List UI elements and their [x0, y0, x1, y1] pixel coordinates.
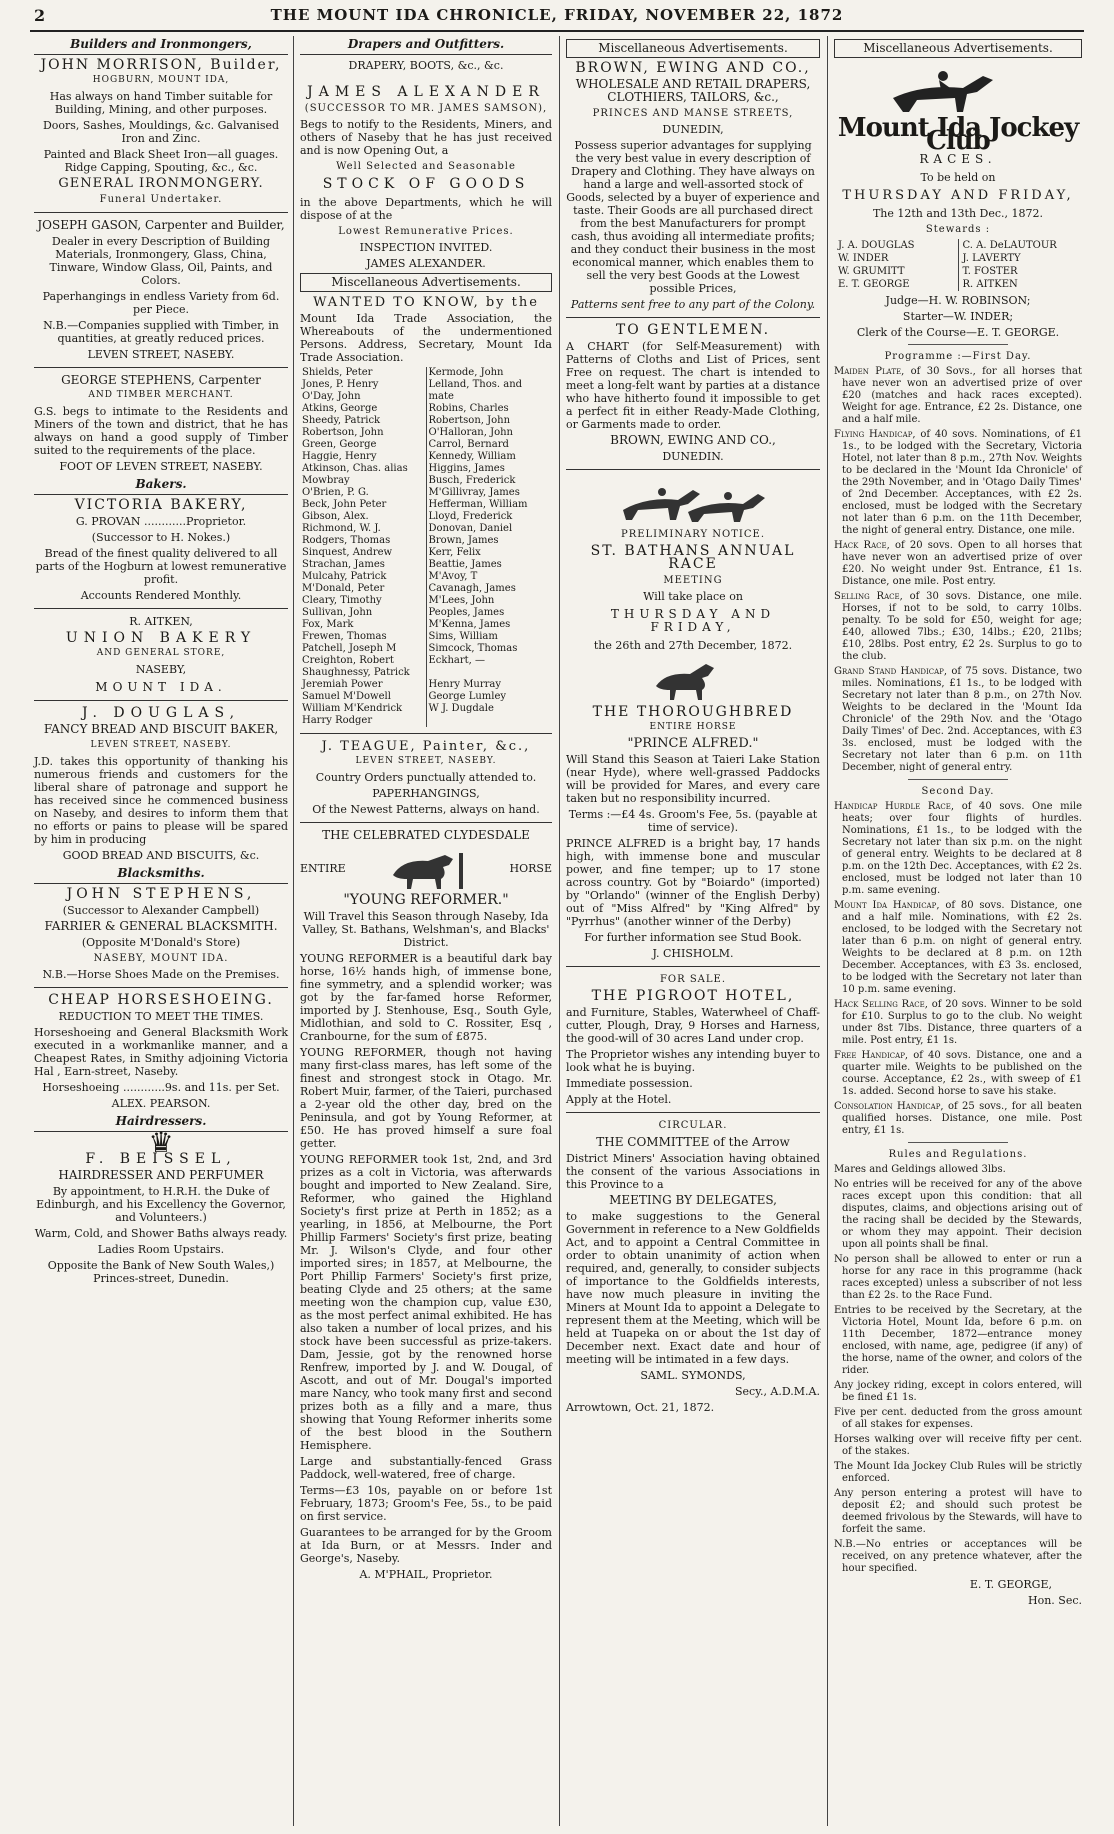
race-event: Hack Race, of 20 sovs. Open to all horses that have never won an advertised prize of over £20. No weight under 9st. Entrance, £1 1s. Distance, one mile. Post entry. — [834, 540, 1082, 587]
race-event: Selling Race, of 30 sovs. Distance, one mile. Horses, if not to be sold, to carry 10lbs. penalty. To be sold for £50, weight for age; £40, allowed 7lbs.; £30, 14lbs.; £20, 21lbs; £10, 28lbs. Post entry, £2 2s. Surplus to go to the club. — [834, 591, 1083, 662]
rules-list — [834, 1164, 1082, 1575]
ad-text: PRINCE ALFRED is a bright bay, 17 hands high, with immense bone and muscular power, and fine temper; up to 17 stone across country. Got by "Boiardo" (imported) by "Orlando" (winner of the English Derby) out of "Miss Alfred" by "King Alfred" by "Pyrrhus" (another winner of the Derby) — [566, 837, 820, 928]
list-item: Lelland, Thos. and mate — [428, 379, 523, 402]
list-item: Richmond, W. J. — [302, 523, 381, 534]
race-event: Flying Handicap, of 40 sovs. Nominations, of £1 1s., to be lodged with the Secretary, Victoria Hotel, not later than 8 p.m., 27th Nov. Weights to be declared in the 'Mount Ida Chronicle' of the 29th November, and in 'Otago Daily Times' of 2nd December. Acceptances, with £2 2s. enclosed, must be lodged with the Secretary not later than 6 p.m. on the 11th December, the night of general entry. Distance, one mile. — [834, 429, 1082, 536]
list-item: Cavanagh, James — [428, 583, 516, 594]
events-day-2 — [834, 801, 1082, 1137]
ad-address: HOGBURN, MOUNT IDA, — [92, 75, 230, 85]
rule-item: Entries to be received by the Secretary, at the Victoria Hotel, Mount Ida, before 6 p.m. on 11th December, 1872—entrance money enclosed, with name, age, pedigree (if any) of the horse, name of the owner, and colors of the rider. — [834, 1305, 1082, 1376]
ad-cheap-horseshoeing — [34, 994, 288, 1110]
ad-text: YOUNG REFORMER took 1st, 2nd, and 3rd prizes as a colt in Victoria, was afterwards bought and imported to New Zealand. Sire, Reformer, who gained the Highland Society's first prize at Perth in 1852; as a yearling, in 1856, at Melbourne, the Port Phillip Farmers' Society's first prize, beating Mr. J. Wilson's Clyde, and four other imported sires; in 1857, at Melbourne, the Port Phillip Farmers' Society's first prize, beating Clyde and 25 others; at the same meeting won the champion cup, value £30, as the most perfect animal exhibited. He has also taken a number of local prizes, and his stock have been successful as prize-takers. Dam, Jessie, got by the renowned horse Renfrew, imported by J. and W. Dougal, of Ascott, and out of Mr. Dougal's imported mare Nancy, who took many first and second prizes both as a filly and a mare, thus showing that Young Reformer inherits some of the best blood in the Southern Hemisphere. — [300, 1153, 552, 1452]
list-item: Carrol, Bernard — [428, 439, 509, 450]
ad-text: YOUNG REFORMER is a beautiful dark bay horse, 16½ hands high, of immense bone, fine symmetry, and a splendid worker; was got by the far-famed horse Reformer, imported by J. Stenhouse, Esq., South Gyle, Midlothian, and sold to C. Rossiter, Esq , Cranbourne, for the sum of £875. — [300, 952, 552, 1043]
ad-title: J. TEAGUE, Painter, &c., — [321, 739, 531, 754]
ad-text: Terms—£3 10s, payable on or before 1st February, 1873; Groom's Fee, 5s., to be paid on first service. — [300, 1484, 552, 1523]
ad-title: F. BEISSEL, — [85, 1151, 237, 1167]
ad-text: DUNEDIN, — [662, 123, 724, 136]
list-item: R. AITKEN — [962, 279, 1018, 290]
draught-horse-icon — [383, 845, 473, 891]
race-event: Consolation Handicap, of 25 sovs., for all beaten qualified horses. Distance, one mile. Post entry, £1 1s. — [834, 1101, 1082, 1136]
list-item: Simcock, Thomas — [428, 643, 518, 654]
ad-text: (Successor to H. Nokes.) — [91, 531, 231, 544]
list-item: Kerr, Felix — [428, 547, 481, 558]
list-item: Creighton, Robert — [302, 655, 394, 666]
horse-icon — [648, 656, 738, 702]
ad-st-bathans — [566, 545, 820, 652]
list-item: Green, George — [302, 439, 377, 450]
list-item: J. A. DOUGLAS — [838, 240, 915, 251]
column-rule — [293, 36, 294, 1826]
ad-text: Apply at the Hotel. — [566, 1093, 672, 1106]
list-item: Brown, James — [428, 535, 499, 546]
ad-teague — [300, 740, 552, 816]
list-item: Sinquest, Andrew — [302, 547, 393, 558]
section-heading: Miscellaneous Advertisements. — [566, 39, 820, 58]
ad-text: Country Orders punctually attended to. — [315, 771, 537, 784]
ad-text: A CHART (for Self-Measurement) with Patterns of Cloths and List of Prices, sent Free on request. The chart is intended to meet a long-felt want by parties at a distance who have hitherto found it impossible to get a perfect fit in either Ready-Made Clothing, or Garments made to order. — [566, 340, 820, 431]
ad-title: JOHN MORRISON, Builder, — [40, 57, 282, 73]
list-item: O'Brien, P. G. — [302, 487, 369, 498]
ad-title: THE CELEBRATED CLYDESDALE — [322, 828, 530, 842]
ad-alexander — [300, 86, 552, 270]
ad-text: Arrowtown, Oct. 21, 1872. — [566, 1401, 715, 1414]
ad-title: "YOUNG REFORMER." — [343, 892, 509, 908]
ad-text: (Opposite M'Donald's Store) — [81, 936, 241, 949]
list-item: M'Donald, Peter — [302, 583, 385, 594]
ad-text: Funeral Undertaker. — [99, 194, 223, 205]
ad-text: Accounts Rendered Monthly. — [80, 589, 242, 602]
list-item: Kermode, John — [428, 367, 504, 378]
list-item: E. T. GEORGE — [838, 279, 910, 290]
ad-text: YOUNG REFORMER, though not having many first-class mares, has left some of the finest and strongest stock in Otago. Mr. Robert Muir, farmer, of the Taieri, purchased a 2-year old the other day, bred on the Peninsula, and got by Young Reformer, at £50. He has proved himself a sure foal getter. — [300, 1046, 552, 1150]
ad-beissel — [34, 1126, 288, 1285]
rule-item: Any person entering a protest will have to deposit £2; and should such protest be deemed frivolous by the Stewards, will have to forfeit the same. — [834, 1488, 1082, 1535]
list-item: Haggie, Henry — [302, 451, 377, 462]
ad-text: GENERAL IRONMONGERY. — [58, 176, 264, 191]
ad-text: G. PROVAN ............Proprietor. — [75, 515, 247, 528]
top-rule — [30, 30, 1084, 32]
ad-text: (Successor to Alexander Campbell) — [62, 904, 260, 917]
ad-text: Bread of the finest quality delivered to all parts of the Hogburn at lowest remunerative profit. — [35, 547, 287, 586]
ad-title: VICTORIA BAKERY, — [74, 497, 248, 513]
names-right — [427, 367, 553, 727]
ad-text: Horseshoeing and General Blacksmith Work executed in a workmanlike manner, and a Cheapest Rates, in Smithy adjoining Victoria Hal , Earn-street, Naseby. — [34, 1026, 288, 1078]
ad-text: GOOD BREAD AND BISCUITS, &c. — [62, 849, 260, 862]
club-title: Mount Ida Jockey Club — [837, 113, 1079, 156]
ad-title: ST. BATHANS ANNUAL RACE — [590, 543, 796, 572]
ad-text: BROWN, EWING AND CO., — [610, 433, 776, 447]
ad-title: TO GENTLEMEN. — [615, 322, 771, 338]
ad-title: GEORGE STEPHENS, Carpenter — [61, 373, 261, 387]
ad-text: Of the Newest Patterns, always on hand. — [312, 803, 540, 816]
column-2 — [296, 36, 556, 1826]
ad-text: Starter—W. INDER; — [902, 310, 1014, 323]
events-day-1 — [834, 366, 1082, 774]
divider — [300, 822, 552, 823]
ad-text: Will take place on — [643, 590, 743, 603]
list-item: Peoples, James — [428, 607, 505, 618]
divider — [34, 987, 288, 988]
divider — [34, 212, 288, 213]
ad-text: G.S. begs to intimate to the Residents and Miners of the town and district, that he has always on hand a good supply of Timber suited to the requirements of the place. — [34, 405, 288, 457]
ad-young-reformer — [300, 829, 552, 1581]
ad-text: to make suggestions to the General Government in reference to a New Goldfields Act, and to appoint a Central Committee in order to obtain unanimity of action when required, and, generally, to consider subjects of importance to the Goldfields interests, have now much pleasure in inviting the Miners at Mount Ida to appoint a Delegate to represent them at the Meeting, which will be held at Tuapeka on or about the 1st day of December next. Exact date and hour of meeting will be intimated in a few days. — [566, 1210, 820, 1366]
ad-title: THE THOROUGHBRED — [592, 704, 794, 720]
column-rule — [827, 36, 828, 1826]
list-item: Hefferman, William — [428, 499, 528, 510]
divider — [300, 733, 552, 734]
stewards-right — [958, 239, 1083, 291]
list-item — [429, 667, 551, 679]
race-event-name: Maiden Plate, — [834, 366, 911, 377]
list-item: Kennedy, William — [428, 451, 516, 462]
section-heading: Hairdressers. — [34, 1113, 288, 1132]
divider — [566, 1112, 820, 1113]
race-event-name: Selling Race, — [834, 591, 910, 602]
list-item: George Lumley — [428, 691, 507, 702]
rule-item: Mares and Geldings allowed 3lbs. — [834, 1164, 1006, 1175]
list-item: Sheedy, Patrick — [302, 415, 381, 426]
ad-text: Opposite the Bank of New South Wales,) Princes-street, Dunedin. — [47, 1259, 275, 1285]
ad-pigroot — [566, 990, 820, 1106]
list-item: Atkins, George — [302, 403, 378, 414]
ad-text: LEVEN STREET, NASEBY. — [87, 348, 235, 361]
rule-item: No entries will be received for any of the above races except upon this condition: that all disputes, claims, and objections arising out of the racing shall be decided by the Stewards, or whom they may appoint. Their decision upon all points shall be final. — [834, 1179, 1082, 1250]
list-item: M'Avoy, T — [428, 571, 478, 582]
ad-morrison — [34, 59, 288, 206]
ad-text: For further information see Stud Book. — [584, 931, 802, 944]
rule-item: No person shall be allowed to enter or run a horse for any race in this programme (hack races excepted) unless a subscriber of not less than £2 2s. to the Race Fund. — [834, 1254, 1082, 1301]
ad-subtitle: AND TIMBER MERCHANT. — [88, 390, 234, 400]
ad-title: WANTED TO KNOW, by the — [313, 295, 539, 310]
masthead-title: THE MOUNT IDA CHRONICLE, FRIDAY, NOVEMBER 22, 1872 — [270, 6, 844, 24]
ad-title: JOHN STEPHENS, — [66, 886, 256, 902]
ad-text: THURSDAY AND FRIDAY, — [610, 607, 776, 634]
ad-to-gentlemen — [566, 324, 820, 463]
list-item: T. FOSTER — [962, 266, 1018, 277]
rule-item: Horses walking over will receive fifty per cent. of the stakes. — [834, 1434, 1082, 1457]
race-event: Mount Ida Handicap, of 80 sovs. Distance, one and a half mile. Nominations, with £2 2s. enclosed, to be lodged with the Secretary not later than 6 p.m. on night of general entry. Weights to be declared at 8 p.m. on 12th December. Acceptances, with £3 3s. enclosed, to be lodged with the Secretary not later than 10 p.m. same evening. — [834, 900, 1082, 995]
ad-text: MEETING — [663, 575, 723, 586]
column-rule — [559, 36, 560, 1826]
ad-heading: CIRCULAR. — [658, 1120, 728, 1131]
ad-text: Guarantees to be arranged for by the Groom at Ida Burn, or at Messrs. Inder and George's, Naseby. — [300, 1526, 552, 1565]
ad-text: To be held on — [920, 171, 996, 184]
list-item: J. LAVERTY — [962, 253, 1021, 264]
ad-text: Paperhangings in endless Variety from 6d. per Piece. — [42, 290, 280, 316]
ad-text: Patterns sent free to any part of the Colony. — [570, 298, 816, 311]
ad-title: UNION BAKERY — [65, 630, 257, 646]
ad-title: JOSEPH GASON, Carpenter and Builder, — [37, 218, 285, 232]
ad-wanted — [300, 296, 552, 727]
divider — [908, 1142, 1007, 1143]
ad-text: NASEBY, — [135, 663, 187, 676]
section-heading: Miscellaneous Advertisements. — [834, 39, 1082, 58]
race-event-name: Hack Race, — [834, 540, 895, 551]
ad-text: FARRIER & GENERAL BLACKSMITH. — [44, 919, 278, 933]
list-item: Beattie, James — [428, 559, 502, 570]
ad-text: HAIRDRESSER AND PERFUMER — [58, 1168, 264, 1182]
list-item: Mulcahy, Patrick — [302, 571, 387, 582]
ad-gason — [34, 219, 288, 361]
rule-item: N.B.—No entries or acceptances will be received, on any pretence whatever, after the hour specified. — [834, 1539, 1082, 1574]
horse-banner — [300, 845, 552, 891]
list-item: M'Gillivray, James — [428, 487, 520, 498]
list-item: Jeremiah Power — [302, 679, 383, 690]
ad-text: STOCK OF GOODS — [322, 176, 530, 192]
list-item: Henry Murray — [428, 679, 502, 690]
ad-text: PAPERHANGINGS, — [372, 787, 480, 800]
ad-text: Second Day. — [921, 786, 995, 797]
ad-text: in the above Departments, which he will dispose of at the — [300, 196, 552, 222]
ad-text: REDUCTION TO MEET THE TIMES. — [58, 1010, 264, 1023]
list-item: Eckhart, — — [428, 655, 486, 666]
divider — [908, 779, 1007, 780]
ad-text: Secy., A.D.M.A. — [734, 1385, 820, 1398]
list-item: O'Day, John — [302, 391, 361, 402]
ad-union-bakery — [34, 615, 288, 694]
list-item: Harry Rodger — [302, 715, 373, 726]
divider — [34, 700, 288, 701]
race-event: Maiden Plate, of 30 Sovs., for all horses that have never won an advertised prize of over £20 (matches and hack races excepted). Weight for age. Entrance, £2 2s. Distance, one and a half mile. — [834, 366, 1082, 425]
ad-text: Well Selected and Seasonable — [336, 161, 516, 172]
list-item: Shaughnessy, Patrick — [302, 667, 410, 678]
ad-text: Dealer in every Description of Building Materials, Ironmongery, Glass, China, Tinware, Window Glass, Oil, Paints, and Colors. — [49, 235, 273, 287]
section-heading: Builders and Ironmongers, — [34, 36, 288, 55]
ad-stephens-george — [34, 374, 288, 473]
list-item: M'Kenna, James — [428, 619, 511, 630]
ad-text: Mount Ida Trade Association, the Whereabouts of the undermentioned Persons. Address, Secretary, Mount Ida Trade Association. — [300, 312, 552, 364]
list-item: Samuel M'Dowell — [302, 691, 391, 702]
ad-text: DRAPERY, BOOTS, &c., &c. — [348, 59, 504, 72]
list-item: Busch, Frederick — [428, 475, 516, 486]
ad-subtitle: AND GENERAL STORE, — [96, 648, 226, 658]
list-item: Strachan, James — [302, 559, 385, 570]
signature: E. T. GEORGE, — [969, 1578, 1052, 1591]
ad-address: LEVEN STREET, NASEBY. — [355, 756, 497, 766]
ad-text: THURSDAY AND FRIDAY, — [842, 188, 1074, 203]
list-item: Robertson, John — [428, 415, 511, 426]
ad-victoria-bakery — [34, 499, 288, 602]
masthead — [0, 0, 1114, 26]
ad-title: J. DOUGLAS, — [81, 705, 241, 721]
list-item: Cleary, Timothy — [302, 595, 382, 606]
ad-brown-ewing — [566, 62, 820, 311]
list-item: M'Lees, John — [428, 595, 495, 606]
jockey-horse-icon — [883, 62, 1033, 116]
ad-text: Immediate possession. — [566, 1077, 693, 1090]
race-event-name: Grand Stand Handicap, — [834, 666, 952, 677]
race-event-name: Hack Selling Race, — [834, 999, 932, 1010]
ad-text: Programme :—First Day. — [884, 351, 1032, 362]
divider — [566, 317, 820, 318]
ad-text: Begs to notify to the Residents, Miners, and others of Naseby that he has just received and is now Opening Out, a — [300, 118, 552, 157]
race-event-name: Handicap Hurdle Race, — [834, 801, 962, 812]
stewards-list — [834, 239, 1082, 291]
ad-text: MOUNT IDA. — [95, 680, 227, 694]
ad-text: R. AITKEN, — [129, 615, 193, 628]
page-number: 2 — [34, 6, 46, 25]
ad-text: Large and substantially-fenced Grass Paddock, well-watered, free of charge. — [300, 1455, 552, 1481]
list-item: Jones, P. Henry — [302, 379, 379, 390]
names-left — [300, 367, 427, 727]
ad-text: the 26th and 27th December, 1872. — [593, 639, 793, 652]
divider — [34, 367, 288, 368]
ad-douglas — [34, 707, 288, 862]
ad-prince-alfred — [566, 706, 820, 960]
ad-text: NASEBY, MOUNT IDA. — [93, 953, 229, 964]
race-horses-icon — [618, 476, 768, 524]
rule-item: Any jockey riding, except in colors entered, will be fined £1 1s. — [834, 1380, 1082, 1403]
ad-subtitle: ENTIRE HORSE — [649, 722, 737, 732]
ad-text: JAMES ALEXANDER. — [366, 257, 486, 270]
column-4 — [830, 36, 1086, 1826]
ad-text: Painted and Black Sheet Iron—all guages. Ridge Capping, Spouting, &c., &c. — [43, 148, 279, 174]
ad-text: Ladies Room Upstairs. — [97, 1243, 225, 1256]
ad-text: J. CHISHOLM. — [652, 947, 734, 960]
stewards-left — [834, 239, 958, 291]
race-event-name: Free Handicap, — [834, 1050, 914, 1061]
ad-text: Rules and Regulations. — [888, 1149, 1028, 1160]
list-item: Donovan, Daniel — [428, 523, 513, 534]
divider — [34, 608, 288, 609]
ad-stephens-john — [34, 888, 288, 981]
ad-text: Terms :—£4 4s. Groom's Fee, 5s. (payable at time of service). — [568, 808, 818, 834]
list-item: Fox, Mark — [302, 619, 354, 630]
ad-text: MEETING BY DELEGATES, — [609, 1193, 777, 1207]
race-event-name: Flying Handicap, — [834, 429, 921, 440]
list-item: W. INDER — [838, 253, 889, 264]
list-item: Gibson, Alex. — [302, 511, 369, 522]
column-3 — [562, 36, 824, 1826]
ad-text: The Proprietor wishes any intending buyer to look what he is buying. — [566, 1048, 820, 1074]
list-item: W J. Dugdale — [428, 703, 494, 714]
ad-text: J.D. takes this opportunity of thanking his numerous friends and customers for the liberal share of patronage and support he has received since he commenced business on Naseby, and desires to inform them that no efforts or pains to please will be spared by him in producing — [34, 755, 288, 846]
ad-title: BROWN, EWING AND CO., — [575, 60, 811, 76]
list-item: O'Halloran, John — [428, 427, 513, 438]
ad-text: The 12th and 13th Dec., 1872. — [872, 207, 1044, 220]
list-item: Higgins, James — [428, 463, 505, 474]
list-item: Frewen, Thomas — [302, 631, 387, 642]
ad-text: Possess superior advantages for supplying the very best value in every description of Drapery and Clothing. They have always on hand a large and well-assorted stock of Goods, selected by a buyer of experience and taste. Their Goods are all purchased direct from the best Manufacturers for prompt cash, thus avoiding all intermediate profits; and they conduct their business in the most economical manner, which enables them to sell the very best Goods at the Lowest possible Prices, — [566, 139, 820, 295]
race-event: Grand Stand Handicap, of 75 sovs. Distance, two miles. Nominations, £1 1s., to be lodged with Secretary not later than 8 p.m., on 27th Nov. Weights to be declared in the 'Mount Ida Chronicle' of the 29th Nov. and the 'Otago Daily Times' of Dec. 2nd. Acceptances, with £3 3s. enclosed, must be lodged with the Secretary not later than 6 p.m. on 11th December, night of general entry. — [834, 666, 1082, 773]
ad-text: PRELIMINARY NOTICE. — [620, 529, 765, 540]
ad-text: FANCY BREAD AND BISCUIT BAKER, — [43, 722, 279, 736]
section-heading: Bakers. — [34, 476, 288, 495]
ad-text: District Miners' Association having obtained the consent of the various Associations in this Province to a — [566, 1152, 820, 1191]
rule-item: Five per cent. deducted from the gross amount of all stakes for expenses. — [834, 1407, 1082, 1430]
ad-text: A. M'PHAIL, Proprietor. — [359, 1568, 493, 1581]
ad-text: Lowest Remunerative Prices. — [338, 226, 514, 237]
ad-text: By appointment, to H.R.H. the Duke of Edinburgh, and his Excellency the Governor, and Volunteers.) — [36, 1185, 286, 1224]
ad-text: ENTIRE — [300, 861, 346, 875]
ad-text: N.B.—Companies supplied with Timber, in quantities, at greatly reduced prices. — [43, 319, 279, 345]
column-1 — [30, 36, 292, 1826]
ad-title: THE COMMITTEE of the Arrow — [596, 1135, 790, 1149]
ad-text: Has always on hand Timber suitable for Building, Mining, and other purposes. — [49, 90, 273, 116]
list-item: Robertson, John — [302, 427, 384, 438]
list-item: Atkinson, Chas. alias Mowbray — [302, 463, 408, 486]
royal-arms-icon: ♛ — [148, 1126, 174, 1159]
ad-text: SAML. SYMONDS, — [640, 1369, 746, 1382]
ad-text: PRINCES AND MANSE STREETS, — [592, 108, 794, 119]
rule-item: The Mount Ida Jockey Club Rules will be strictly enforced. — [834, 1461, 1082, 1484]
section-heading: Blacksmiths. — [34, 865, 288, 884]
list-item: C. A. DeLAUTOUR — [962, 240, 1057, 251]
ad-text: and Furniture, Stables, Waterwheel of Chaff-cutter, Plough, Dray, 9 Horses and Harness, the good-will of 30 acres Land under crop. — [566, 1006, 820, 1045]
ad-address: LEVEN STREET, NASEBY. — [90, 740, 232, 750]
list-item: Patchell, Joseph M — [302, 643, 397, 654]
list-item: Lloyd, Frederick — [428, 511, 513, 522]
signature-title: Hon. Sec. — [1028, 1594, 1082, 1607]
race-event: Handicap Hurdle Race, of 40 sovs. One mile heats; over four flights of hurdles. Nominations, £1 1s., to be lodged with the Secretary not later than six p.m. on the night of general entry. Weights to be declared at 8 p.m. on the 12th Dec. Acceptances, with £2 2s. enclosed, must be lodged not later than 10 p.m. same evening. — [834, 801, 1082, 896]
race-event: Free Handicap, of 40 sovs. Distance, one and a quarter mile. Weights to be published on the course. Acceptance, £2 2s., with sweep of £1 1s. added. Second horse to save his stake. — [834, 1050, 1082, 1097]
ad-text: FOOT OF LEVEN STREET, NASEBY. — [59, 460, 263, 473]
ad-arrow-miners — [566, 1136, 820, 1414]
list-item: Sims, William — [428, 631, 498, 642]
ad-text: HORSE — [509, 861, 552, 875]
ad-heading: FOR SALE. — [659, 974, 727, 985]
divider — [908, 344, 1007, 345]
ad-title: CHEAP HORSESHOEING. — [48, 992, 274, 1008]
list-item: William M'Kendrick — [302, 703, 403, 714]
ad-text: Horseshoeing ............9s. and 11s. per Set. — [42, 1081, 280, 1094]
ad-text: Judge—H. W. ROBINSON; — [885, 294, 1031, 307]
ad-text: N.B.—Horse Shoes Made on the Premises. — [42, 968, 280, 981]
section-heading: Miscellaneous Advertisements. — [300, 273, 552, 292]
ad-title: JAMES ALEXANDER — [307, 84, 545, 100]
divider — [566, 966, 820, 967]
race-event: Hack Selling Race, of 20 sovs. Winner to be sold for £10. Surplus to go to the club. No weight under 8st 7lbs. Distance, three quarters of a mile. Post entry, £1 1s. — [834, 999, 1082, 1046]
ad-text: Doors, Sashes, Mouldings, &c. Galvanised Iron and Zinc. — [42, 119, 280, 145]
ad-text: Stewards : — [925, 224, 991, 235]
list-item: Beck, John Peter — [302, 499, 387, 510]
ad-text: (SUCCESSOR TO MR. JAMES SAMSON), — [304, 103, 548, 114]
divider — [566, 469, 820, 470]
ad-text: RACES. — [919, 152, 997, 166]
list-item: Rodgers, Thomas — [302, 535, 391, 546]
list-item: Sullivan, John — [302, 607, 373, 618]
race-event-name: Mount Ida Handicap, — [834, 900, 946, 911]
section-heading: Drapers and Outfitters. — [300, 36, 552, 55]
ad-text: DUNEDIN. — [662, 450, 724, 463]
ad-text: ALEX. PEARSON. — [111, 1097, 211, 1110]
list-item: Shields, Peter — [302, 367, 373, 378]
list-item: Robins, Charles — [428, 403, 509, 414]
ad-text: WHOLESALE AND RETAIL DRAPERS, CLOTHIERS, TAILORS, &c., — [575, 77, 811, 104]
ad-text: INSPECTION INVITED. — [359, 241, 493, 254]
ad-text: "PRINCE ALFRED." — [627, 736, 759, 751]
ad-text: Clerk of the Course—E. T. GEORGE. — [856, 326, 1060, 339]
ad-text: Will Stand this Season at Taieri Lake Station (near Hyde), where well-grassed Paddocks will be provided for Mares, and every care taken but no responsibility incurred. — [566, 753, 820, 805]
list-item: W. GRUMITT — [838, 266, 905, 277]
race-event-name: Consolation Handicap, — [834, 1101, 948, 1112]
names-list — [300, 367, 552, 727]
ad-title: THE PIGROOT HOTEL, — [591, 988, 795, 1004]
ad-text: Will Travel this Season through Naseby, Ida Valley, St. Bathans, Welshman's, and Blacks' District. — [302, 910, 550, 949]
ad-text: Warm, Cold, and Shower Baths always ready. — [34, 1227, 288, 1240]
